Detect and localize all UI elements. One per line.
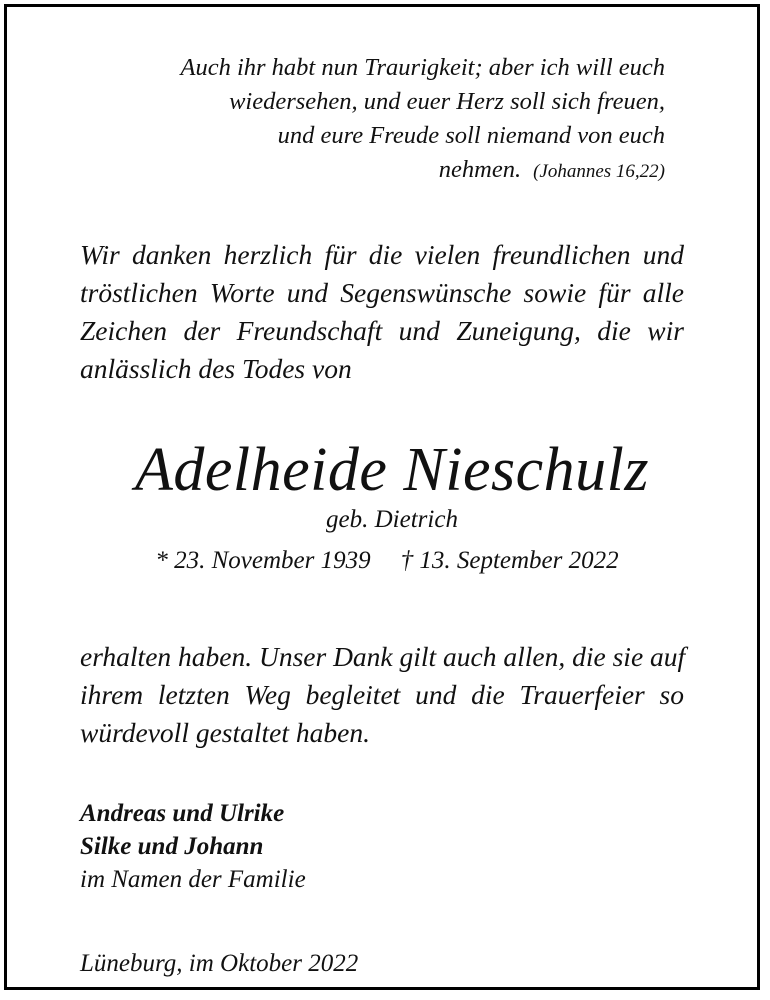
thanks-line: Wir danken herzlich für die vielen freundlichen und [80, 239, 684, 270]
verse-line: wiedersehen, und euer Herz soll sich freuen, [229, 88, 665, 115]
thanks-line: tröstlichen Worte und Segenswünsche sowie für alle [80, 277, 684, 308]
verse-line-text: nehmen. [438, 156, 522, 183]
obituary-notice [4, 4, 760, 990]
signer-name: Silke und Johann [80, 833, 264, 860]
death-date: † 13. September 2022 [400, 547, 619, 574]
signers-block [80, 797, 306, 896]
verse-line-last [180, 153, 665, 189]
deceased-name: Adelheide Nieschulz [135, 436, 649, 504]
thanks-line: anlässlich des Todes von [80, 353, 352, 384]
verse-reference: (Johannes 16,22) [533, 161, 665, 182]
closing-paragraph [80, 638, 684, 752]
maiden-name: geb. Dietrich [326, 506, 458, 533]
closing-line: ihrem letzten Weg begleitet und die Trauerfeier so [80, 679, 684, 710]
family-note: im Namen der Familie [80, 866, 306, 893]
birth-date: * 23. November 1939 [155, 547, 371, 574]
bible-verse [180, 51, 665, 189]
verse-line: und eure Freude soll niemand von euch [277, 122, 665, 149]
thanks-paragraph [80, 236, 684, 388]
signer-name: Andreas und Ulrike [80, 800, 285, 827]
thanks-line: Zeichen der Freundschaft und Zuneigung, die wir [80, 315, 684, 346]
closing-line: würdevoll gestaltet haben. [80, 717, 370, 748]
verse-line: Auch ihr habt nun Traurigkeit; aber ich will euch [180, 54, 665, 81]
closing-line: erhalten haben. Unser Dank gilt auch allen, die sie auf [80, 641, 686, 672]
place-and-date: Lüneburg, im Oktober 2022 [80, 950, 359, 977]
life-dates [7, 544, 767, 578]
